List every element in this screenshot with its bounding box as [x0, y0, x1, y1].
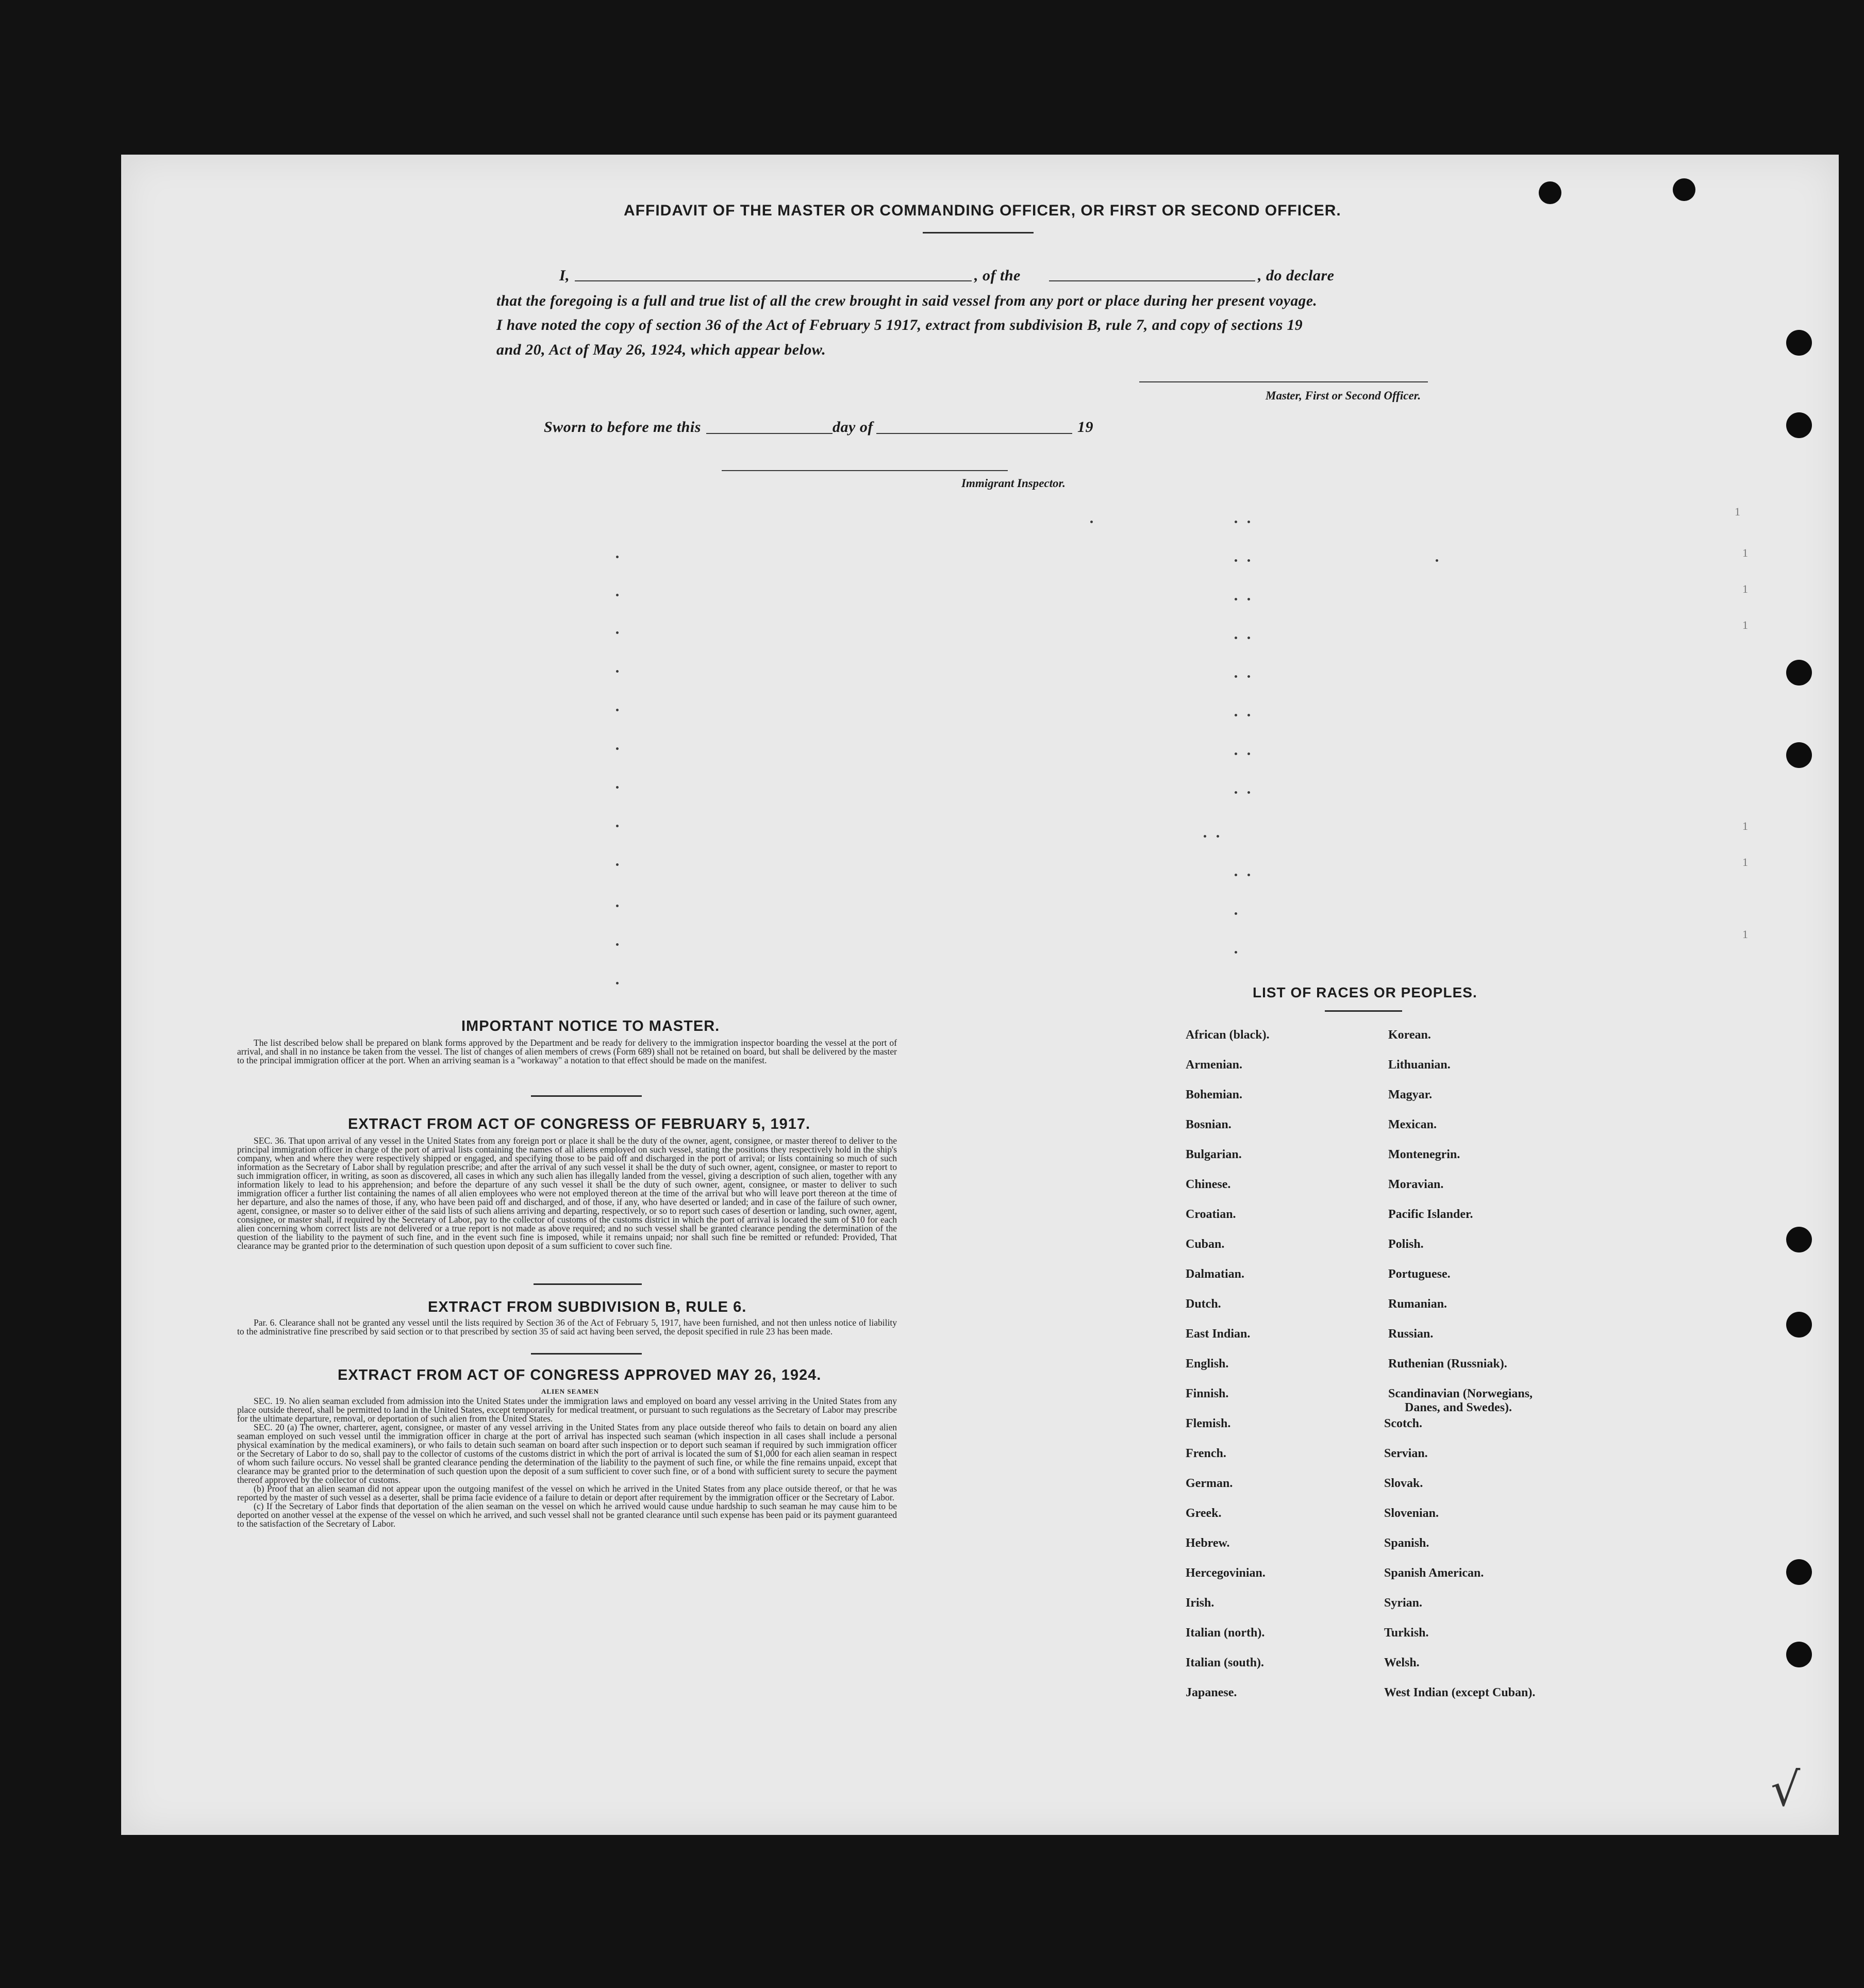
- race-item: Moravian.: [1388, 1178, 1444, 1191]
- affidavit-line-2: that the foregoing is a full and true list of all the crew brought in said vessel from any port or place during her present voyage.: [496, 293, 1318, 309]
- race-item: Greek.: [1186, 1507, 1222, 1520]
- sworn-year: 19: [1077, 419, 1093, 436]
- race-item: Scandinavian (Norwegians,: [1388, 1387, 1533, 1400]
- master-signature-label: Master, First or Second Officer.: [1266, 389, 1421, 402]
- extract-1917-title: EXTRACT FROM ACT OF CONGRESS OF FEBRUARY 5, 1917.: [348, 1116, 811, 1132]
- race-item: East Indian.: [1186, 1327, 1251, 1341]
- affidavit-i: I,: [559, 267, 570, 284]
- race-item: Mexican.: [1388, 1118, 1437, 1131]
- inspector-signature-line: [722, 470, 1008, 471]
- affidavit-of-the: , of the: [974, 267, 1021, 284]
- affidavit-declare: , do declare: [1258, 267, 1335, 284]
- binder-hole: [1786, 1227, 1812, 1252]
- binder-hole: [1786, 1312, 1812, 1338]
- affidavit-line-4: and 20, Act of May 26, 1924, which appear below.: [496, 341, 826, 358]
- race-item: Spanish American.: [1384, 1566, 1484, 1580]
- race-item: Welsh.: [1384, 1656, 1420, 1669]
- race-item: Slovak.: [1384, 1477, 1423, 1490]
- vessel-blank: [1049, 280, 1255, 281]
- race-item: German.: [1186, 1477, 1233, 1490]
- race-item: Ruthenian (Russniak).: [1388, 1357, 1507, 1371]
- race-item: Spanish.: [1384, 1536, 1429, 1550]
- race-item: Flemish.: [1186, 1417, 1231, 1430]
- binder-hole: [1786, 412, 1812, 438]
- race-item: Croatian.: [1186, 1208, 1236, 1221]
- title-underline: [923, 232, 1034, 233]
- binder-hole: [1539, 181, 1561, 204]
- race-item: Cuban.: [1186, 1238, 1225, 1251]
- race-item: Pacific Islander.: [1388, 1208, 1473, 1221]
- race-item: Italian (south).: [1186, 1656, 1264, 1669]
- divider: [531, 1095, 642, 1097]
- races-underline: [1325, 1010, 1402, 1012]
- sworn-day-blank: [706, 433, 833, 434]
- race-item: Slovenian.: [1384, 1507, 1439, 1520]
- race-item: Hercegovinian.: [1186, 1566, 1266, 1580]
- binder-hole: [1786, 660, 1812, 686]
- race-item: Dutch.: [1186, 1297, 1221, 1311]
- race-item: Scotch.: [1384, 1417, 1422, 1430]
- sworn-month-blank: [876, 433, 1072, 434]
- race-item: Armenian.: [1186, 1058, 1242, 1072]
- document-sheet: AFFIDAVIT OF THE MASTER OR COMMANDING OFFICER, OR FIRST OR SECOND OFFICER. I, , of the , do declare that the foregoing is a full and true list of all the crew brought in said vessel from any port or place during her present voyage. I have noted the copy of section 36 of the Act of February 5 1917, extract from subdivision B, rule 7, and copy of sections 19 and 20, Act of May 26, 1924, which appear below. Master, First or Second Officer. Sworn to before me this day of 19 Immigrant Inspector. 1 1 1 1 1 1 1 IMPORTANT NOTICE TO MASTER. The list described below shall be prepared on blank forms approved by the Department and be ready for delivery to the immigration inspector boarding the vessel at the port of arrival, and shall in no instance be taken from the vessel. The list of changes of alien members of crews (Form 689) shall not be retained on board, but shall be delivered by the master to the principal immigration officer at the port. When an arriving seaman is a "workaway" a notation to that effect should be made on the manifest. EXTRACT FROM ACT OF CONGRESS OF FEBRUARY 5, 1917. SEC. 36. That upon arrival of any vessel in the United States from any foreign port or place it shall be the duty of the owner, agent, consignee, or master thereof to deliver to the principal immigration officer in charge of the port of arrival lists containing the names of all aliens employed on such vessel, stating the positions they respectively hold in the ship's company, when and where they were respectively shipped or engaged, and specifying those to be paid off and discharged in the port of arrival; or lists containing so much of such information as the Secretary of Labor shall by regulation prescribe; and after the arrival of any such vessel it shall be the duty of such owner, agent, consignee, or master to report to such immigration officer, in writing, as soon as discovered, all cases in which any such alien has illegally landed from the vessel, giving a description of such alien, together with any information likely to lead to his apprehension; and before the departure of any such vessel it shall be the duty of such owner, agent, consignee, or master to deliver to such immigration officer a further list containing the names of all alien employees who were not employed thereon at the time of the arrival but who will leave port thereon at the time of her departure, and also the names of those, if any, who have been paid off and discharged, and of those, if any, who have deserted or landed; and in case of the failure of such owner, agent, consignee, or master so to deliver either of the said lists of such aliens arriving and departing, respectively, or so to report such cases of desertion or landing, such owner, agent, consignee, or master shall, if required by the Secretary of Labor, pay to the collector of customs of the customs district in which the port of arrival is located the sum of $10 for each alien concerning whom correct lists are not delivered or a true report is not made as above required; and no such vessel shall be granted clearance pending the determination of the question of the liability to the payment of such fine, and in the event such fine is imposed, while it remains unpaid; nor shall such fine be remitted or refunded: Provided, That clearance may be granted prior to the determination of such question upon deposit of a sum sufficient to cover such fine. EXTRACT FROM SUBDIVISION B, RULE 6. Par. 6. Clearance shall not be granted any vessel until the lists required by Section 36 of the Act of February 5, 1917, have been furnished, and not then unless notice of liability to the administrative fine prescribed by said section or to that prescribed by section 35 of said act having been served, the deposit specified in rule 23 has been made. EXTRACT FROM ACT OF CONGRESS APPROVED MAY 26, 1924. ALIEN SEAMEN SEC. 19. No alien seaman excluded from admission into the United States under the immigration laws and employed on board any vessel arriving in the United States from any place outside thereof, shall be permitted to land in the United States, except temporarily for medical treatment, or pursuant to such regulations as the Secretary of Labor may prescribe for the ultimate departure, removal, or deportation of such alien from the United States. SEC. 20 (a) The owner, charterer, agent, consignee, or master of any vessel arriving in the United States from any place outside thereof who fails to detain on board any alien seaman employed on such vessel until the immigration officer in charge at the port of arrival has inspected such seaman (which inspection in all cases shall include a personal physical examination by the medical examiners), or who fails to detain such seaman on board after such inspection or to deport such seaman if required by such immigration officer or the Secretary of Labor to do so, shall pay to the collector of customs of the customs district in which the port of arrival is located the sum of $1,000 for each alien seaman in respect of whom such failure occurs. No vessel shall be granted clearance pending the determination of the liability to the payment of such fine, or while the fine remains unpaid, except that clearance may be granted prior to the determination of such question upon the deposit of a sum sufficient to cover such fine, or of a bond with sufficient surety to secure the payment thereof approved by the collector of customs. (b) Proof that an alien seaman did not appear upon the outgoing manifest of the vessel on which he arrived in the United States from any place outside thereof, or that he was reported by the master of such vessel as a deserter, shall be prima facie evidence of a failure to detain or deport after requirement by the immigration officer or the Secretary of Labor. (c) If the Secretary of Labor finds that deportation of the alien seaman on the vessel on which he arrived would cause undue hardship to such seaman he may cause him to be deported on another vessel at the expense of the vessel on which he arrived, and such vessel shall not be granted clearance until such expense has been paid or its payment guaranteed to the satisfaction of the Secretary of Labor. LIST OF RACES OR PEOPLES. African (black). Armenian. Bohemian. Bosnian. Bulgarian. Chinese. Croatian. Cuban. Dalmatian. Dutch. East Indian. English. Finnish. Flemish. French. German. Greek. Hebrew. Hercegovinian. Irish. Italian (north). Italian (south). Japanese. Korean. Lithuanian. Magyar. Mexican. Montenegrin. Moravian. Pacific Islander. Polish. Portuguese. Rumanian. Russian. Ruthenian (Russniak). Scandinavian (Norwegians, Danes, and Swedes). Scotch. Servian. Slovak. Slovenian. Spanish. Spanish American. Syrian. Turkish. Welsh. West Indian (except Cuban). √: [121, 155, 1839, 1835]
- binder-hole: [1786, 1559, 1812, 1585]
- rule6-body: [237, 1318, 897, 1336]
- race-item: Polish.: [1388, 1238, 1424, 1251]
- race-item: Bohemian.: [1186, 1088, 1243, 1101]
- check-mark-icon: √: [1771, 1763, 1801, 1817]
- race-item: Bosnian.: [1186, 1118, 1231, 1131]
- sec-20b-paragraph: (b) Proof that an alien seaman did not appear upon the outgoing manifest of the vessel on which he arrived in the United States from any place outside thereof, or that he was reported by the master of such vessel as a deserter, shall be prima facie evidence of a failure to detain or deport after requirement by the immigration officer or the Secretary of Labor.: [237, 1483, 897, 1502]
- race-item: Dalmatian.: [1186, 1267, 1244, 1281]
- race-item: Russian.: [1388, 1327, 1434, 1341]
- binder-hole: [1786, 1642, 1812, 1667]
- race-item: West Indian (except Cuban).: [1384, 1686, 1536, 1699]
- race-item: Japanese.: [1186, 1686, 1237, 1699]
- notice-body: [237, 1039, 897, 1065]
- extract-1924-title: EXTRACT FROM ACT OF CONGRESS APPROVED MAY 26, 1924.: [338, 1367, 822, 1383]
- race-item: Korean.: [1388, 1028, 1431, 1042]
- extract-1917-body: [237, 1137, 897, 1250]
- race-item: Syrian.: [1384, 1596, 1423, 1610]
- inspector-label: Immigrant Inspector.: [961, 477, 1066, 490]
- rule6-title: EXTRACT FROM SUBDIVISION B, RULE 6.: [428, 1299, 747, 1315]
- race-item: English.: [1186, 1357, 1229, 1371]
- race-item: Turkish.: [1384, 1626, 1429, 1640]
- notice-title: IMPORTANT NOTICE TO MASTER.: [461, 1018, 720, 1034]
- sworn-before: Sworn to before me this: [544, 419, 701, 436]
- race-item: Finnish.: [1186, 1387, 1229, 1400]
- race-item: Magyar.: [1388, 1088, 1433, 1101]
- name-blank: [575, 280, 972, 281]
- race-item-continued: Danes, and Swedes).: [1405, 1401, 1512, 1414]
- race-item: Montenegrin.: [1388, 1148, 1460, 1161]
- extract-1924-body: [237, 1397, 897, 1528]
- race-item: Irish.: [1186, 1596, 1214, 1610]
- race-item: Lithuanian.: [1388, 1058, 1451, 1072]
- binder-hole: [1786, 330, 1812, 356]
- sec-20a-paragraph: SEC. 20 (a) The owner, charterer, agent, consignee, or master of any vessel arriving in the United States from any place outside thereof who fails to detain on board any alien seaman employed on such vessel until the immigration officer in charge at the port of arrival has inspected such seaman (which inspection in all cases shall include a personal physical examination by the medical examiners), or who fails to detain such seaman on board after such inspection or to deport such seaman if required by such immigration officer or the Secretary of Labor to do so, shall pay to the collector of customs of the customs district in which the port of arrival is located the sum of $1,000 for each alien seaman in respect of whom such failure occurs. No vessel shall be granted clearance pending the determination of the liability to the payment of such fine, or while the fine remains unpaid, except that clearance may be granted prior to the determination of such question upon the deposit of a sum sufficient to cover such fine, or of a bond with sufficient surety to secure the payment thereof approved by the collector of customs.: [237, 1422, 897, 1485]
- race-item: African (black).: [1186, 1028, 1270, 1042]
- binder-hole: [1786, 742, 1812, 768]
- race-item: Servian.: [1384, 1447, 1428, 1460]
- sworn-day-of: day of: [833, 419, 873, 436]
- binder-hole: [1673, 178, 1695, 201]
- sec-19-paragraph: SEC. 19. No alien seaman excluded from admission into the United States under the immigration laws and employed on board any vessel arriving in the United States from any place outside thereof, shall be permitted to land in the United States, except temporarily for medical treatment, or pursuant to such regulations as the Secretary of Labor may prescribe for the ultimate departure, removal, or deportation of such alien from the United States.: [237, 1396, 897, 1424]
- race-item: Italian (north).: [1186, 1626, 1265, 1640]
- race-item: Hebrew.: [1186, 1536, 1230, 1550]
- race-item: Rumanian.: [1388, 1297, 1447, 1311]
- races-title: LIST OF RACES OR PEOPLES.: [1253, 984, 1477, 1000]
- race-item: Portuguese.: [1388, 1267, 1451, 1281]
- divider: [531, 1353, 642, 1355]
- race-item: French.: [1186, 1447, 1226, 1460]
- divider: [534, 1283, 642, 1285]
- sec-20c-paragraph: (c) If the Secretary of Labor finds that deportation of the alien seaman on the vessel on which he arrived would cause undue hardship to such seaman he may cause him to be deported on another vessel at the expense of the vessel on which he arrived, and such vessel shall not be granted clearance until such expense has been paid or its payment guaranteed to the satisfaction of the Secretary of Labor.: [237, 1501, 897, 1529]
- notice-paragraph: The list described below shall be prepared on blank forms approved by the Department and be ready for delivery to the immigration inspector boarding the vessel at the port of arrival, and shall in no instance be taken from the vessel. The list of changes of alien members of crews (Form 689) shall not be retained on board, but shall be delivered by the master to the principal immigration officer at the port. When an arriving seaman is a "workaway" a notation to that effect should be made on the manifest.: [237, 1038, 897, 1065]
- alien-seamen-subtitle: ALIEN SEAMEN: [541, 1388, 600, 1395]
- sec-36-paragraph: SEC. 36. That upon arrival of any vessel in the United States from any foreign port or place it shall be the duty of the owner, agent, consignee, or master thereof to deliver to the principal immigration officer in charge of the port of arrival lists containing the names of all aliens employed on such vessel, stating the positions they respectively hold in the ship's company, when and where they were respectively shipped or engaged, and specifying those to be paid off and discharged in the port of arrival; or lists containing so much of such information as the Secretary of Labor shall by regulation prescribe; and after the arrival of any such vessel it shall be the duty of such owner, agent, consignee, or master to report to such immigration officer, in writing, as soon as discovered, all cases in which any such alien has illegally landed from the vessel, giving a description of such alien, together with any information likely to lead to his apprehension; and before the departure of any such vessel it shall be the duty of such owner, agent, consignee, or master to deliver to such immigration officer a further list containing the names of all alien employees who were not employed thereon at the time of the arrival but who will leave port thereon at the time of her departure, and also the names of those, if any, who have been paid off and discharged, and of those, if any, who have deserted or landed; and in case of the failure of such owner, agent, consignee, or master so to deliver either of the said lists of such aliens arriving and departing, respectively, or so to report such cases of desertion or landing, such owner, agent, consignee, or master shall, if required by the Secretary of Labor, pay to the collector of customs of the customs district in which the port of arrival is located the sum of $10 for each alien concerning whom correct lists are not delivered or a true report is not made as above required; and no such vessel shall be granted clearance pending the determination of the question of the liability to the payment of such fine, and in the event such fine is imposed, while it remains unpaid; nor shall such fine be remitted or refunded: Provided, That clearance may be granted prior to the determination of such question upon deposit of a sum sufficient to cover such fine.: [237, 1135, 897, 1251]
- master-signature-line: [1139, 381, 1428, 382]
- race-item: Chinese.: [1186, 1178, 1231, 1191]
- par-6-paragraph: Par. 6. Clearance shall not be granted any vessel until the lists required by Section 36 of the Act of February 5, 1917, have been furnished, and not then unless notice of liability to the administrative fine prescribed by said section or to that prescribed by section 35 of said act having been served, the deposit specified in rule 23 has been made.: [237, 1317, 897, 1337]
- affidavit-line-3: I have noted the copy of section 36 of the Act of February 5 1917, extract from subdivision B, rule 7, and copy of sections 19: [496, 317, 1303, 333]
- race-item: Bulgarian.: [1186, 1148, 1242, 1161]
- affidavit-title: AFFIDAVIT OF THE MASTER OR COMMANDING OFFICER, OR FIRST OR SECOND OFFICER.: [624, 202, 1341, 219]
